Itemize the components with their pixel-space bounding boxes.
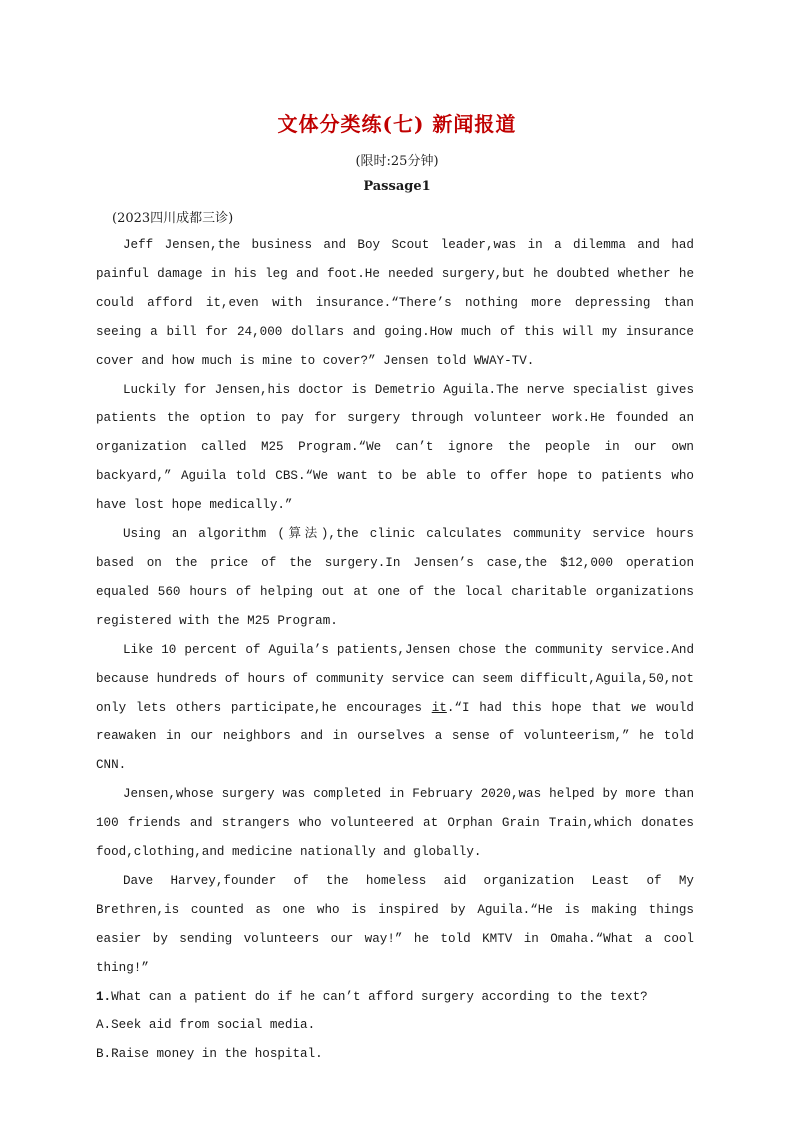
- question-text: What can a patient do if he can’t afford surgery according to the text?: [111, 989, 648, 1004]
- underlined-word: it: [431, 700, 447, 715]
- paragraph-4-part-a: Like 10 percent of Aguila’s patients,Jensen chose the community service.And because hundreds of hours of community service can seem difficult,Aguila,50,not only lets others participate,he encourages: [96, 642, 694, 715]
- article-body: [96, 231, 694, 1069]
- time-limit: (限时:25分钟): [355, 154, 439, 169]
- passage-label: Passage1: [363, 179, 431, 194]
- question-number: 1.: [96, 989, 112, 1004]
- paragraph-6: Dave Harvey,founder of the homeless aid organization Least of My Brethren,is counted as one who is inspired by Aguila.“He is making things easier by sending volunteers our way!” he told KMTV in Omaha.“What a cool thing!”: [96, 873, 694, 975]
- source-note: (2023四川成都三诊): [112, 211, 234, 226]
- paragraph-2: Luckily for Jensen,his doctor is Demetrio Aguila.The nerve specialist gives patients the option to pay for surgery through volunteer work.He founded an organization called M25 Program.“We can’t ignore the people in our own backyard,” Aguila told CBS.“We want to be able to offer hope to patients who have lost hope medically.”: [96, 382, 694, 513]
- paragraph-1: Jeff Jensen,the business and Boy Scout leader,was in a dilemma and had painful damage in his leg and foot.He needed surgery,but he doubted whether he could afford it,even with insurance.“There’s nothing more depressing than seeing a bill for 24,000 dollars and going.How much of this will my insurance cover and how much is mine to cover?” Jensen told WWAY-TV.: [96, 238, 694, 368]
- option-b: B.Raise money in the hospital.: [96, 1047, 323, 1062]
- paragraph-4-part-b: .“I had this hope that we would reawaken in our neighbors and in ourselves a sense of volunteerism,” he told CNN.: [96, 700, 694, 773]
- option-a: A.Seek aid from social media.: [96, 1018, 316, 1033]
- paragraph-5: Jensen,whose surgery was completed in February 2020,was helped by more than 100 friends and strangers who volunteered at Orphan Grain Train,which donates food,clothing,and medicine nationally and globally.: [96, 787, 694, 860]
- paragraph-4: [96, 636, 694, 781]
- question-1: [96, 983, 694, 1012]
- paragraph-3: Using an algorithm (算法),the clinic calculates community service hours based on the price of the surgery.In Jensen’s case,the $12,000 operation equaled 560 hours of helping out at one of the local charitable organizations registered with the M25 Program.: [96, 527, 694, 628]
- page-title: 文体分类练(七) 新闻报道: [277, 112, 517, 136]
